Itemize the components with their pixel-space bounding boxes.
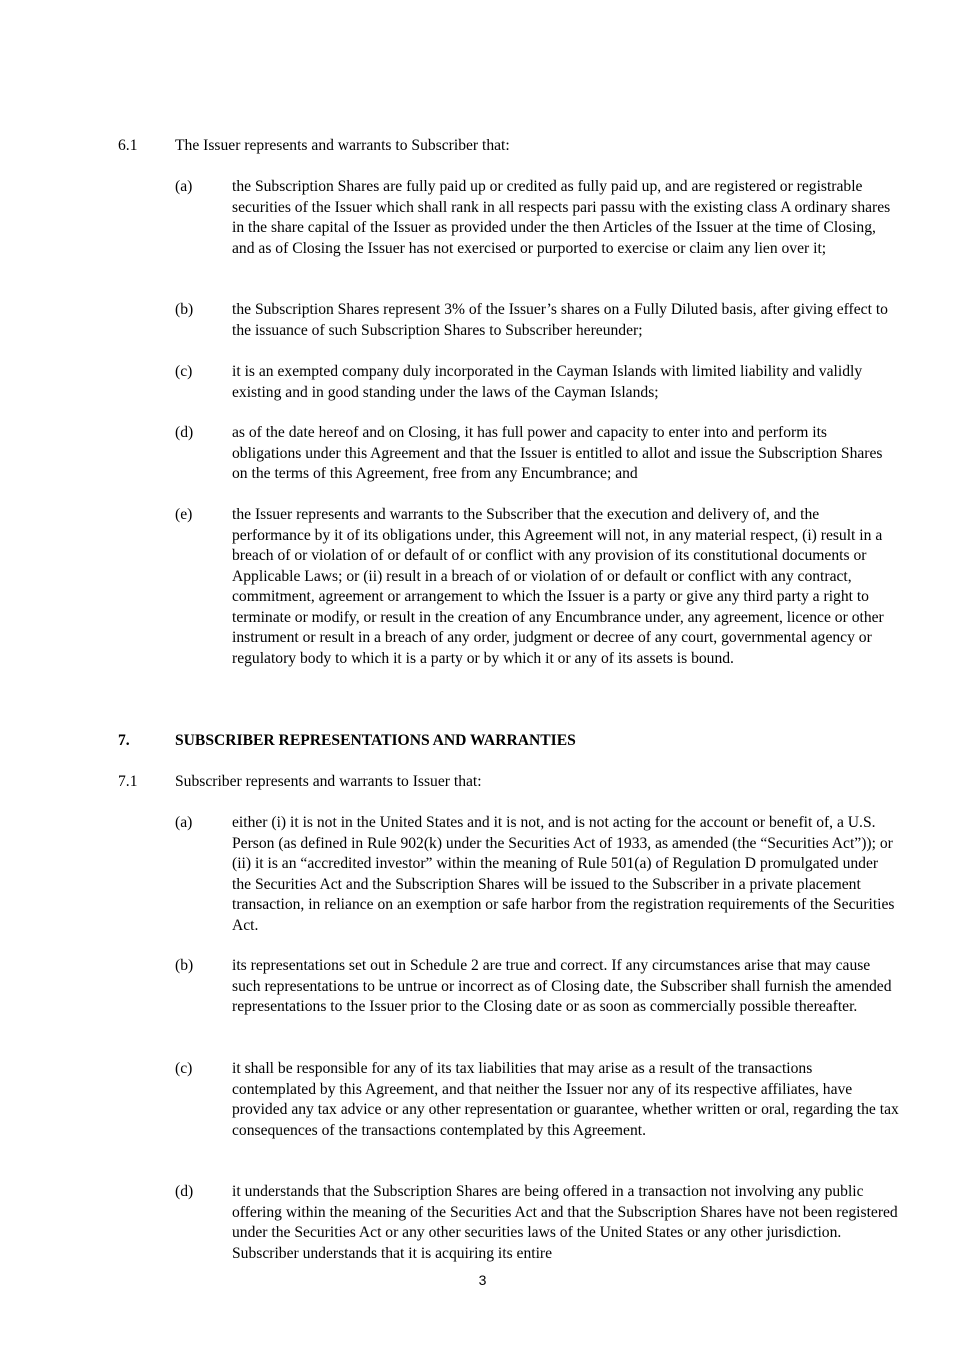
item-text: it is an exempted company duly incorporated in the Cayman Islands with limited liability and validly existing and in good standing under the laws of the Cayman Islands;: [232, 363, 863, 401]
item-letter: (b): [175, 301, 194, 318]
section-number: 7.: [118, 732, 130, 749]
item-text: its representations set out in Schedule 2 are true and correct. If any circumstances arise that may cause such representations to be untrue or incorrect as of Closing date, the Subscriber shall furnish the amended representations to the Issuer prior to the Closing date or as soon as commercially possible thereafter.: [232, 957, 892, 1015]
item-text: the Subscription Shares represent 3% of the Issuer’s shares on a Fully Diluted basis, after giving effect to the issuance of such Subscription Shares to Subscriber hereunder;: [232, 301, 888, 339]
item-letter: (d): [175, 424, 194, 441]
item-letter: (d): [175, 1183, 194, 1200]
item-text: as of the date hereof and on Closing, it has full power and capacity to enter into and perform its obligations under this Agreement and that the Issuer is entitled to allot and issue the Subscription Shares on the terms of this Agreement, free from any Encumbrance; and: [232, 424, 883, 482]
item-text: the Subscription Shares are fully paid up or credited as fully paid up, and are registered or registrable securities of the Issuer which shall rank in all respects pari passu with the existing class A ordinary shares in the share capital of the Issuer as provided under the then Articles of the Issuer at the time of Closing, and as of Closing the Issuer has not exercised or purported to exercise or claim any lien over it;: [232, 178, 891, 257]
clause-number: 6.1: [118, 137, 138, 154]
clause-lead-text: Subscriber represents and warrants to Issuer that:: [175, 773, 482, 790]
clause-lead-text: The Issuer represents and warrants to Subscriber that:: [175, 137, 510, 154]
item-letter: (a): [175, 814, 193, 831]
item-letter: (e): [175, 506, 193, 523]
section-title: SUBSCRIBER REPRESENTATIONS AND WARRANTIES: [175, 732, 576, 749]
item-letter: (a): [175, 178, 193, 195]
item-text: the Issuer represents and warrants to the Subscriber that the execution and delivery of, and the performance by it of its obligations under, this Agreement will not, in any material respect, (i) result in a breach of or violation of or default of or conflict with any provision of its constitutional documents or Applicable Laws; or (ii) result in a breach of or violation of or default or conflict with any contract, commitment, agreement or arrangement to which the Issuer is a party or give any third party a right to terminate or modify, or result in the creation of any Encumbrance under, any agreement, licence or other instrument or result in a breach of any order, judgment or decree of any court, governmental agency or regulatory body to which it is a party or by which it or any of its assets is bound.: [232, 506, 884, 667]
item-letter: (c): [175, 1060, 193, 1077]
item-letter: (b): [175, 957, 194, 974]
page-number: 3: [478, 1272, 487, 1288]
item-text: it shall be responsible for any of its tax liabilities that may arise as a result of the transactions contemplated by this Agreement, and that neither the Issuer nor any of its respective affiliates, have provided any tax advice or any other representation or guarantee, whether written or oral, regarding the tax consequences of the transactions contemplated by this Agreement.: [232, 1060, 899, 1139]
clause-number: 7.1: [118, 773, 138, 790]
item-text: either (i) it is not in the United States and it is not, and is not acting for the account or benefit of, a U.S. Person (as defined in Rule 902(k) under the Securities Act of 1933, as amended (the “Securities Act”)); or (ii) it is an “accredited investor” within the meaning of Rule 501(a) of Regulation D promulgated under the Securities Act and the Subscription Shares will be issued to the Subscriber in a private placement transaction, in reliance on an exemption or safe harbor from the registration requirements of the Securities Act.: [232, 814, 895, 934]
item-letter: (c): [175, 363, 193, 380]
item-text: it understands that the Subscription Shares are being offered in a transaction not involving any public offering within the meaning of the Securities Act and that the Subscription Shares have not been registered under the Securities Act or any other securities laws of the United States or any other jurisdiction. Subscriber understands that it is acquiring its entire: [232, 1183, 898, 1262]
